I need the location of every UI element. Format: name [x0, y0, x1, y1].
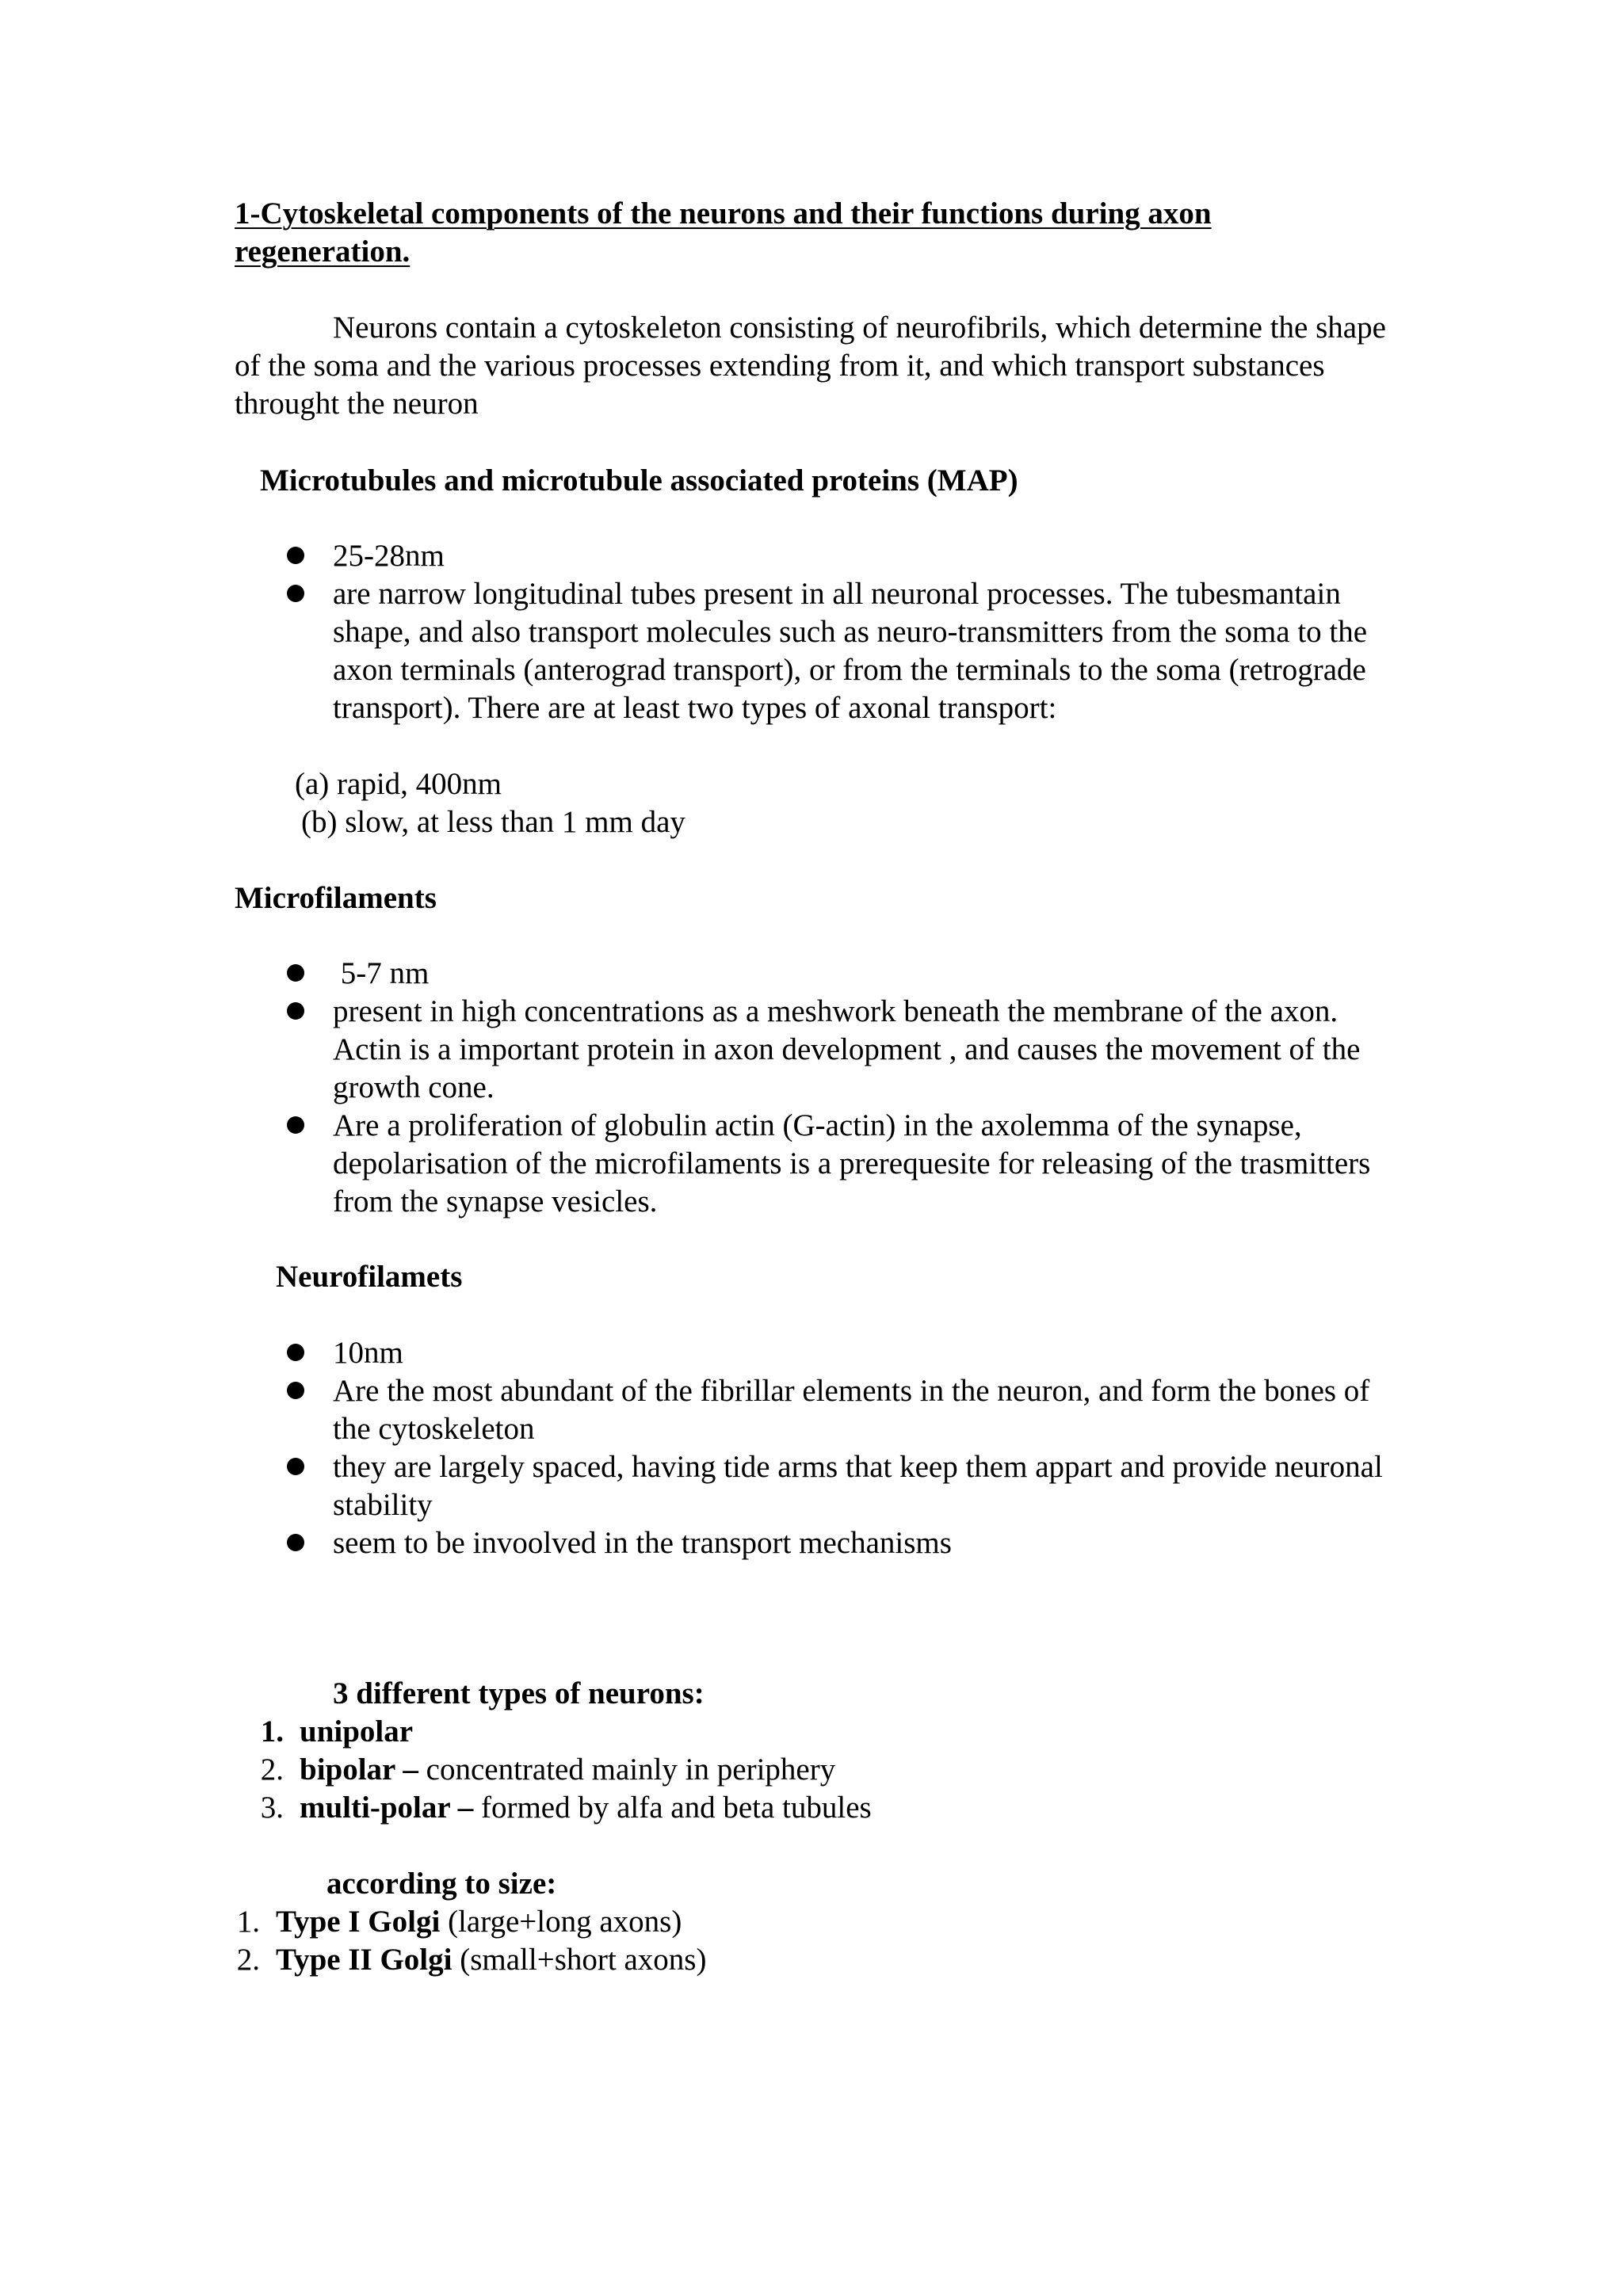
size-types-list	[211, 1903, 706, 1979]
list-item: are narrow longitudinal tubes present in all neuronal processes. The tubesmantain shape, and also transport molecules such as neuro-transmitters from the soma to the axon terminals (anterograd transport), or from the terminals to the soma (retrograde transport). There are at least two types of axonal transport:	[287, 575, 1412, 727]
bullet-icon	[287, 1116, 304, 1134]
bullet-icon	[287, 1002, 304, 1020]
list-item: 2. Type II Golgi (small+short axons)	[236, 1943, 707, 1977]
bullet-icon	[287, 1344, 304, 1361]
intro-paragraph: Neurons contain a cytoskeleton consisting of neurofibrils, which determine the shape of the soma and the various processes extending from it, and which transport substances throught the neuron	[235, 311, 1386, 421]
bullet-icon	[287, 547, 304, 564]
list-item: 5-7 nm	[287, 955, 1412, 993]
microtubules-list	[287, 537, 1412, 727]
bullet-icon	[287, 585, 304, 602]
neuron-types-list	[235, 1713, 872, 1827]
size-types-heading: according to size:	[327, 1867, 557, 1901]
list-item: they are largely spaced, having tide arms that keep them appart and provide neuronal stability	[287, 1448, 1412, 1524]
list-item: 25-28nm	[287, 537, 1412, 575]
list-item: seem to be invoolved in the transport mechanisms	[287, 1524, 1412, 1562]
list-item: 1. Type I Golgi (large+long axons)	[236, 1905, 682, 1939]
microfilaments-heading: Microfilaments	[235, 881, 437, 915]
bullet-icon	[287, 1382, 304, 1399]
transport-rapid: (a) rapid, 400nm	[295, 767, 502, 801]
neurofilaments-heading: Neurofilamets	[276, 1260, 463, 1294]
list-item: Are the most abundant of the fibrillar elements in the neuron, and form the bones of the cytoskeleton	[287, 1372, 1412, 1448]
list-item: Are a proliferation of globulin actin (G-actin) in the axolemma of the synapse, depolarisation of the microfilaments is a prerequesite for releasing of the trasmitters from the synapse vesicles.	[287, 1107, 1412, 1221]
list-item: present in high concentrations as a meshwork beneath the membrane of the axon. Actin is a important protein in axon development , and causes the movement of the growth cone.	[287, 993, 1412, 1107]
bullet-icon	[287, 964, 304, 982]
microtubules-heading: Microtubules and microtubule associated proteins (MAP)	[260, 463, 1018, 498]
list-item: 3. multi-polar – formed by alfa and beta tubules	[260, 1791, 872, 1825]
document-title: 1-Cytoskeletal components of the neurons and their functions during axon regeneration.	[235, 196, 1212, 269]
list-item: 10nm	[287, 1334, 1412, 1372]
bullet-icon	[287, 1458, 304, 1475]
list-item: 2. bipolar – concentrated mainly in periphery	[260, 1753, 836, 1787]
microfilaments-list	[287, 955, 1412, 1221]
neuron-types-heading: 3 different types of neurons:	[333, 1676, 705, 1711]
list-item: 1. unipolar	[260, 1714, 414, 1749]
neurofilaments-list	[287, 1334, 1412, 1562]
transport-slow: (b) slow, at less than 1 mm day	[301, 805, 685, 839]
bullet-icon	[287, 1534, 304, 1551]
